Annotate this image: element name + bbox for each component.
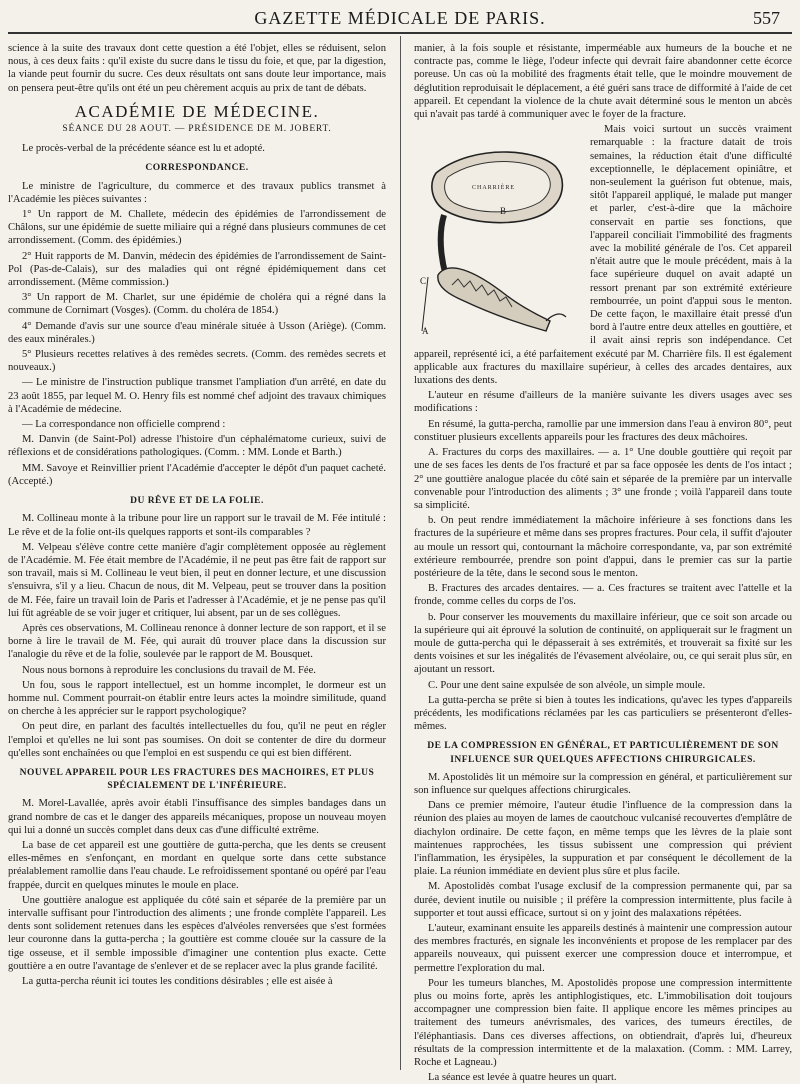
paragraph: La base de cet appareil est une gouttière de gutta-percha, que les dents se creusent elles-mêmes en s'enfonçant, en mordant en quelque sorte dans cette substance préalablement ramollie dans l'eau chaude. Le refroidissement spontané ou opéré par l'eau frappée, durcit en quelques minutes le moule en place. [8,839,386,891]
paragraph: Une gouttière analogue est appliquée du côté sain et séparée de la première par un intervalle suffisant pour l'introduction des aliments ; une fronde complète l'appareil. Les dents sont solidement retenues dans les espèces d'alvéoles renversées que s'est formées leur couronne dans la gutta-percha ; la gouttière est comme clouée sur la cassure de la tige osseuse, et il semble impossible d'imaginer une contention plus exacte. Cette gouttière a en outre l'avantage de s'enlever et de se replacer avec la plus grande facilité. [8,894,386,972]
column-divider [400,36,401,1070]
jaw-apparatus-figure [414,125,582,343]
paragraph: M. Velpeau s'élève contre cette manière d'agir complètement opposée au règlement de l'Académie. M. Fée était membre de l'Académie, il ne peut pas être fait de rapport sur son travail, mais si M. Collineau le veut bien, il peut en donner lecture, et une discussion s'ensuivra, s'il y a lieu. Chacun de nous, dit M. Velpeau, peut se trouver dans la position de M. Fée, faire un travail loin de Paris et l'adresser à l'Académie, et je ne pense pas qu'il lui fût agréable de se voir juger et critiquer, lui absent, par un de ses collègues. [8,541,386,619]
jaw-apparatus-illustration [414,125,582,343]
journal-title: GAZETTE MÉDICALE DE PARIS. [254,8,546,28]
paragraph: MM. Savoye et Reinvillier prient l'Académie d'accepter le dépôt d'un paquet cacheté. (Accepté.) [8,462,386,487]
figure-label-b: B [500,206,507,217]
paragraph: — La correspondance non officielle comprend : [22,419,226,431]
figure-label-c: C [420,276,427,287]
paragraph: M. Morel-Lavallée, après avoir établi l'insuffisance des simples bandages dans un grand nombre de cas et le danger des appareils mécaniques, propose un nouveau moyen qui lui a donné un succès complet dans deux cas d'une difficulté extrême. [8,798,386,836]
intro-paragraph: science à la suite des travaux dont cette question a été l'objet, elles se réduisent, selon nous, à ces deux faits : qu'il existe du sucre dans le tissu du foie, et que, par la digestion, la viande peut fournir du sucre. Ces deux résultats ont sans doute leur importance, mais on pensera peut-être qu'ils ont été un peu chèrement acquis au prix de tant de débats. [8,43,386,94]
paragraph: M. Apostolidès combat l'usage exclusif de la compression permanente qui, par sa durée, devient inutile ou nuisible ; il préfère la compression intermittente, plus facile à supporter et tout aussi efficace, surtout si on y joint des malaxations répétées. [414,881,792,919]
paragraph: Après ces observations, M. Collineau renonce à donner lecture de son rapport, et il se borne à lire le travail de M. Fée, qui aurait dû trouver place dans la discussion sur l'analogie du rêve et de la folie, soulevée par le rapport de M. Bousquet. [8,622,386,661]
paragraph: M. Collineau monte à la tribune pour lire un rapport sur le travail de M. Fée intitulé : Le rêve et de la folie ont-ils quelques rapports et sont-ils comparables ? [8,513,386,538]
paragraph: manier, à la fois souple et résistante, imperméable aux humeurs de la bouche et ne contracte pas, comme le liège, l'odeur infecte qui devrait faire abandonner cette écorce poreuse. Un cas où la mobilité des fragments était telle, que le moindre mouvement de déglutition reproduisait le déplacement, a été guéri sans trace de difformité à l'aide de cet appareil. Et cependant la violence de la chute avait déterminé sous le menton un abcès qui n'avait pas tardé à communiquer avec le foyer de la fracture. [414,43,792,121]
paragraph: La séance est levée à quatre heures un quart. [428,1072,617,1084]
paragraph: — Le ministre de l'instruction publique transmet l'ampliation d'un arrêté, en date du 23 août 1855, par lequel M. O. Henry fils est nommé chef adjoint des travaux chimiques à l'Académie de médecine. [8,377,386,415]
paragraph: La gutta-percha réunit ici toutes les conditions désirables ; elle est aisée à [22,976,333,987]
paragraph: On peut dire, en parlant des facultés intellectuelles du fou, qu'il ne peut en régler l'emploi et qu'elles ne lui sont pas soumises. On doit se contenter de dire du dormeur qu'elles sont enchaînées ou que l'emploi en est suspendu ce qui est bien différent. [8,721,386,759]
right-column [414,42,792,1084]
paragraph: La gutta-percha se prête si bien à toutes les indications, qu'avec les types d'appareils précédents, les modifications réclamées par les cas particuliers se présenteront d'elles-mêmes. [414,694,792,733]
paragraph: C. Pour une dent saine expulsée de son alvéole, un simple moule. [428,679,706,691]
paragraph: M. Apostolidès lit un mémoire sur la compression en général, et particulièrement sur son influence sur quelques affections chirurgicales. [414,771,792,796]
paragraph: A. Fractures du corps des maxillaires. — a. 1° Une double gouttière qui reçoit par une de ses faces les dents de l'os fracturé et par sa face opposée les dents de l'os intact ; 2° une gouttière analogue placée du côté sain et séparée de la première par un intervalle convenable pour l'introduction des aliments ; 3° une fronde ; voilà l'appareil dans toute sa simplicité. [414,447,792,511]
paragraph: M. Danvin (de Saint-Pol) adresse l'histoire d'un céphalématome curieux, suivi de réflexions et de considérations pathologiques. (Comm. : MM. Londe et Barth.) [8,434,386,459]
paragraph: En résumé, la gutta-percha, ramollie par une immersion dans l'eau à environ 80°, peut constituer plusieurs excellents appareils pour les fractures des deux mâchoires. [414,418,792,443]
paragraph: L'auteur en résume d'ailleurs de la manière suivante les divers usages avec ses modifications : [414,390,792,415]
header-rule [8,32,792,34]
session-line: SÉANCE DU 28 AOUT. — PRÉSIDENCE DE M. JOBERT. [62,124,332,135]
section-title: ACADÉMIE DE MÉDECINE. [74,101,320,121]
dream-heading: DU RÊVE ET DE LA FOLIE. [130,496,264,507]
page-number: 557 [753,8,780,28]
paragraph: L'auteur, examinant ensuite les appareils destinés à maintenir une compression autour des membres fracturés, en signale les inconvénients et propose de les remplacer par des appareils nouveaux, qui puissent exercer une compression douce et interrompue, et permettre l'exploration du mal. [414,923,792,974]
paragraph: 1° Un rapport de M. Challete, médecin des épidémies de l'arrondissement de Châlons, sur une épidémie de suette miliaire qui a régné dans plusieurs communes de cet arrondissement. (Comm. des épidémies.) [8,209,386,247]
paragraph: 3° Un rapport de M. Charlet, sur une épidémie de choléra qui a régné dans la commune de Cornimart (Vosges). (Comm. du choléra de 1854.) [8,292,386,317]
correspondence-heading: CORRESPONDANCE. [145,163,249,174]
paragraph: Un fou, sous le rapport intellectuel, est un homme incomplet, le dormeur est un homme nul. Comment pourrait-on établir entre leurs actes la moindre similitude, quand on cherche à les apprécier sur le rapport psychologique? [8,679,386,718]
paragraph: 4° Demande d'avis sur une source d'eau minérale située à Usson (Ariège). (Comm. des eaux minérales.) [8,320,386,345]
paragraph: Nous nous bornons à reproduire les conclusions du travail de M. Fée. [22,664,316,676]
paragraph: 2° Huit rapports de M. Danvin, médecin des épidémies de l'arrondissement de Saint-Pol (Pas-de-Calais), sur des maladies qui ont régné épidémiquement dans cet arrondissement. (Même commission.) [8,250,386,289]
paragraph: Pour les tumeurs blanches, M. Apostolidès propose une compression intermittente plus ou moins forte, après les antiphlogistiques, etc. L'immobilisation doit toujours accompagner une compression bien faite. Il applique encore les mêmes principes au traitement des tumeurs anévrismales, des varices, des tumeurs érectiles, de l'éléphantiasis. Dans ces diverses affections, on obtiendrait, d'après lui, d'heureux résultats de la compression intermittente et de la malaxation. (Comm. : MM. Larrey, Roche et Lagneau.) [414,977,792,1069]
paragraph: b. On peut rendre immédiatement la mâchoire inférieure à ses fonctions dans les fractures de la supérieure et même dans ses propres fractures. Pour cela, il suffit d'ajouter au moule un ressort qui, contournant la mâchoire correspondante, va, par son extrémité extérieure rembourrée, prendre son point d'appui, dans le premier cas sur la partie postérieure de la tête, dans le second sous le menton. [414,515,792,579]
minutes-paragraph: Le procès-verbal de la précédente séance est lu et adopté. [22,143,265,155]
jaw-heading: NOUVEL APPAREIL POUR LES FRACTURES DES MACHOIRES, ET PLUS SPÉCIALEMENT DE L'INFÉRIEURE. [19,767,375,792]
figure-maker-mark: CHARRIÈRE [472,185,516,192]
paragraph: 5° Plusieurs recettes relatives à des remèdes secrets. (Comm. des remèdes secrets et nouveaux.) [8,349,386,374]
left-column [8,42,386,1070]
compression-heading: DE LA COMPRESSION EN GÉNÉRAL, ET PARTICULIÈREMENT DE SON INFLUENCE SUR QUELQUES AFFECTIONS CHIRURGICALES. [427,741,779,765]
paragraph: Le ministre de l'agriculture, du commerce et des travaux publics transmet à l'Académie les pièces suivantes : [8,180,386,205]
paragraph: Dans ce premier mémoire, l'auteur étudie l'influence de la compression dans la réunion des plaies au moyen de lames de caoutchouc vulcanisé recouvertes d'emplâtre de diachylon ordinaire. De cette façon, en même temps que les lèvres de la plaie sont maintenues rapprochées, les tissus subissent une compression qui prévient l'inflammation, les érysipèles, la suppuration et par conséquent le décollement de la plaie. La réunion immédiate en devient plus sûre et plus facile. [414,800,792,878]
paragraph: B. Fractures des arcades dentaires. — a. Ces fractures se traitent avec l'attelle et la fronde, comme celles du corps de l'os. [414,583,792,608]
paragraph: b. Pour conserver les mouvements du maxillaire inférieur, que ce soit son arcade ou la supérieure qui ait éprouvé la solution de continuité, on appliquerait sur le fragment un moule de gutta-percha qui le dépasserait à ses extrémités, et trouverait sa fixité sur les dents voisines et sur les inégalités de l'évasement alvéolaire, ou, ce qui serait plus sûr, en ajoutant un ressort. [414,611,792,676]
paragraph: Mais voici surtout un succès vraiment remarquable : la fracture datait de trois semaines, la réduction était d'une difficulté exceptionnelle, le déplacement opiniâtre, et non-seulement la guérison fut obtenue, mais, sitôt l'appareil appliqué, le malade put manger et parler, c'est-à-dire que la mâchoire conservait en partie ses fonctions, que l'appareil conciliait l'immobilité des fragments avec la mobilité générale de l'os. Cet appareil n'était autre que le moule précédent, mais à la face supérieure duquel on avait adapté un ressort prenant par son extrémité extérieure rembourrée, un point d'appui sous le menton. De cette façon, le maxillaire était pressé d'un bord à l'autre entre deux attelles en gouttière, et il avait ainsi repris son indépendance. Cet appareil, représenté ici, a été parfaitement exécuté par M. Charrière fils. Il est également applicable aux fractures du maxillaire supérieur, à celles des arcades dentaires, aux luxations des dents. [414,124,792,387]
page-header [0,0,800,34]
figure-label-a: A [422,326,429,337]
